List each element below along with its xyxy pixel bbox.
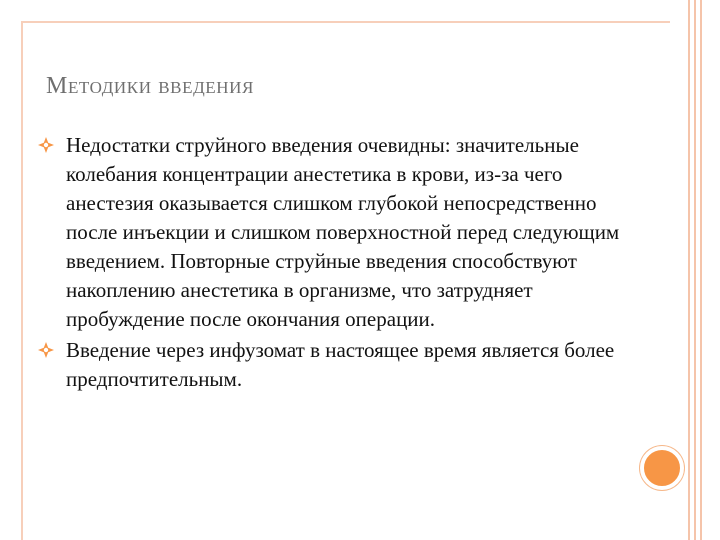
bullet-text: Недостатки струйного введения очевидны: значительные колебания концентрации анестетика в крови, из-за чего анестезия оказывается слишком глубокой непосредственно после инъекции и слишком поверхностной перед следующим введением. Повторные струйные введения способствуют накоплению анестетика в организме, что затрудняет пробуждение после окончания операции. — [66, 133, 620, 331]
star-bullet-icon — [38, 342, 54, 358]
right-decorative-rule — [688, 0, 690, 540]
bullet-item — [38, 336, 638, 394]
bullet-text: Введение через инфузомат в настоящее время является более предпочтительным. — [66, 338, 615, 391]
right-decorative-rule — [694, 0, 696, 540]
slide-title: Методики введения — [46, 73, 254, 99]
decorative-orange-circle — [640, 446, 684, 490]
right-decorative-rule — [700, 0, 702, 540]
bullet-item — [38, 131, 638, 334]
bullet-list — [38, 131, 638, 394]
star-bullet-icon — [38, 137, 54, 153]
